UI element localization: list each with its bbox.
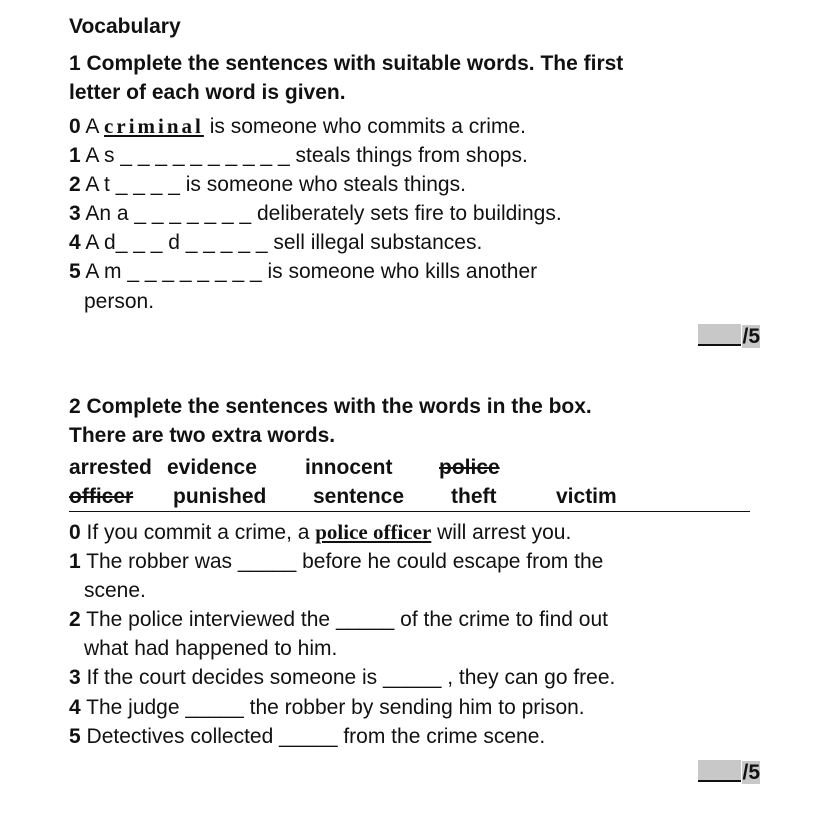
exercise1-item-2 [69,170,466,199]
item-text: If the court decides someone is _____ , they can go free. [80,666,616,689]
exercise1-item-4 [69,228,482,257]
exercise2-item-2 [69,605,608,634]
exercise1-item-5-continuation: person. [84,290,155,313]
exercise1-instruction-line1: 1 Complete the sentences with suitable words. The first [69,52,624,75]
exercise2-item-1 [69,547,603,576]
exercise2-item-2-continuation: what had happened to him. [84,637,338,660]
example-answer: police officer [315,520,432,544]
word-box-item: punished [173,485,267,508]
item-text: An a _ _ _ _ _ _ _ deliberately sets fire to buildings. [80,202,562,225]
item-text: The judge _____ the robber by sending him to prison. [80,696,585,719]
word-box-item: arrested [69,456,152,479]
item-number: 4 [69,231,81,254]
exercise2-instruction-line2: There are two extra words. [69,424,336,447]
item-text: The police interviewed the _____ of the crime to find out [80,608,608,631]
item-number: 0 [69,115,81,138]
exercise2-score [698,760,760,785]
word-box-item: innocent [305,456,393,479]
word-box-item-used: police [439,456,500,479]
item-number: 3 [69,202,81,225]
item-text: A s _ _ _ _ _ _ _ _ _ _ steals things from shops. [80,144,528,167]
exercise2-item-4 [69,693,585,722]
item-text: A m _ _ _ _ _ _ _ _ is someone who kills another [80,260,538,283]
word-box-item: theft [451,485,497,508]
item-text-post: is someone who commits a crime. [203,115,526,138]
exercise1-item-3 [69,199,562,228]
item-text-pre: If you commit a crime, a [80,521,316,544]
word-box-item: victim [556,485,617,508]
exercise2-instruction-line1: 2 Complete the sentences with the words in the box. [69,395,592,418]
item-number: 0 [69,521,81,544]
item-number: 2 [69,608,81,631]
item-text-pre: A [80,115,105,138]
item-number: 4 [69,696,81,719]
item-number: 3 [69,666,81,689]
exercise1-item-0 [69,112,526,141]
exercise2-item-5 [69,722,545,751]
exercise2-item-1-continuation: scene. [84,579,146,602]
score-total: /5 [742,325,760,348]
item-text-post: will arrest you. [431,521,572,544]
item-number: 1 [69,144,81,167]
exercise2-item-0 [69,518,571,547]
section-title: Vocabulary [69,15,181,38]
score-total: /5 [742,761,760,784]
exercise1-item-1 [69,141,528,170]
exercise1-score [698,324,760,349]
exercise2-item-3 [69,663,615,692]
example-answer: criminal [104,114,204,138]
item-text: The robber was _____ before he could escape from the [80,550,604,573]
item-number: 5 [69,725,81,748]
score-blank[interactable] [698,324,741,346]
item-text: A d_ _ _ d _ _ _ _ _ sell illegal substances. [80,231,483,254]
word-box-divider [69,511,750,512]
item-text: Detectives collected _____ from the crime scene. [80,725,546,748]
score-blank[interactable] [698,760,741,782]
exercise1-item-5 [69,257,537,286]
word-box-item: sentence [313,485,405,508]
exercise1-instruction-line2: letter of each word is given. [69,81,346,104]
item-number: 5 [69,260,81,283]
word-box-item: evidence [167,456,257,479]
item-text: A t _ _ _ _ is someone who steals things. [80,173,466,196]
item-number: 1 [69,550,81,573]
item-number: 2 [69,173,81,196]
word-box-item-used: officer [69,485,134,508]
